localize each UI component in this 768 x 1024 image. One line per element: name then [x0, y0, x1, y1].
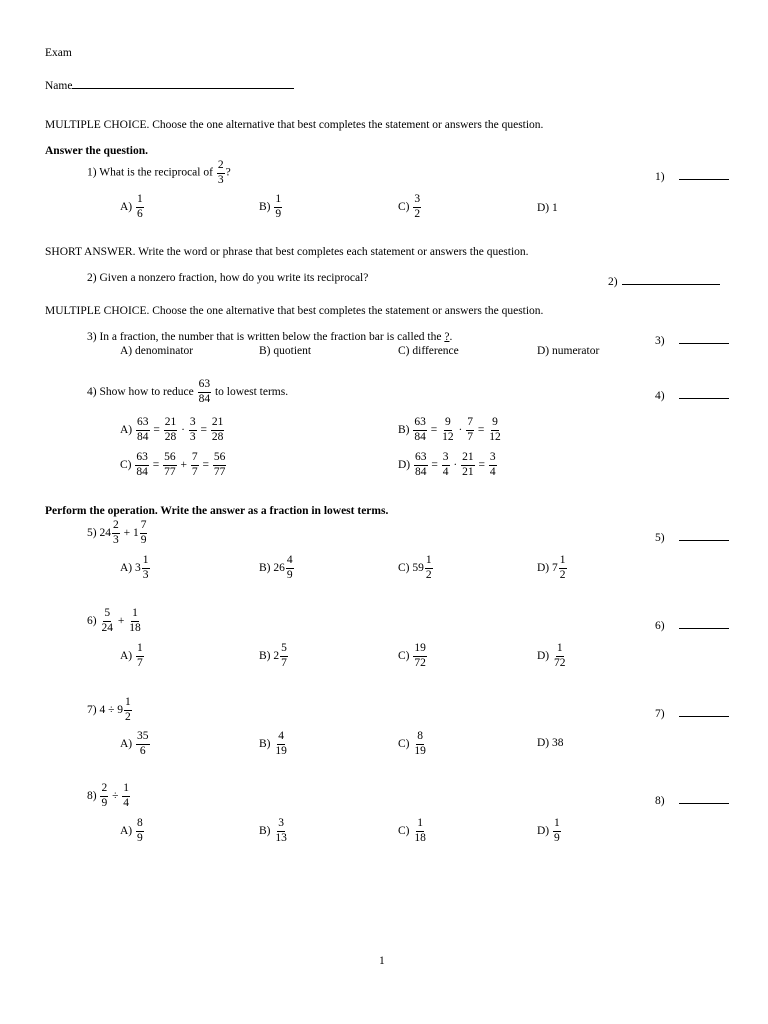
answer-slot-4[interactable]: 4) — [655, 386, 729, 402]
answer-blank[interactable] — [679, 386, 729, 399]
answer-slot-7[interactable]: 7) — [655, 704, 729, 720]
answer-slot-3[interactable]: 3) — [655, 331, 729, 347]
question-6: 6) $\frac{5}{24}$ + $\frac{1}{18}$ — [87, 607, 141, 634]
answer-blank[interactable] — [679, 616, 729, 629]
answer-blank[interactable] — [622, 272, 720, 285]
option-3c[interactable]: C) difference — [398, 345, 459, 357]
name-blank[interactable] — [72, 76, 294, 89]
answer-blank[interactable] — [679, 528, 729, 541]
question-4: 4) Show how to reduce $\frac{63}{84}$ to lowest terms. — [87, 378, 289, 405]
answer-blank[interactable] — [679, 331, 729, 344]
question-5: 5) 24 $\frac{2}{3}$ + 1 $\frac{7}{9}$ — [87, 519, 147, 546]
question-8: 8) $\frac{2}{9}$ ÷ $\frac{1}{4}$ — [87, 782, 130, 809]
option-8d[interactable]: D) $\frac{1}{9}$ — [537, 817, 560, 844]
option-8b[interactable]: B) $\frac{3}{13}$ — [259, 817, 287, 844]
option-1c[interactable]: C) $\frac{3}{2}$ — [398, 193, 421, 220]
section-short-answer: SHORT ANSWER. Write the word or phrase that best completes each statement or answers the question. — [45, 246, 529, 258]
option-7c[interactable]: C) $\frac{8}{19}$ — [398, 730, 426, 757]
section-mc-1: MULTIPLE CHOICE. Choose the one alternative that best completes the statement or answers the question. — [45, 119, 544, 131]
option-7a[interactable]: A) $\frac{35}{6}$ — [120, 730, 149, 757]
page-number: 1 — [379, 955, 385, 967]
option-6c[interactable]: C) $\frac{19}{72}$ — [398, 642, 426, 669]
option-6d[interactable]: D) $\frac{1}{72}$ — [537, 642, 566, 669]
option-8a[interactable]: A) $\frac{8}{9}$ — [120, 817, 143, 844]
answer-blank[interactable] — [679, 167, 729, 180]
option-8c[interactable]: C) $\frac{1}{18}$ — [398, 817, 426, 844]
option-1a[interactable]: A) $\frac{1}{6}$ — [120, 193, 143, 220]
answer-slot-6[interactable]: 6) — [655, 616, 729, 632]
option-4c[interactable]: C) $\frac{63}{84}$ = $\frac{56}{77}$ + $\frac{7}{7}$ = $\frac{56}{77}$ — [120, 451, 226, 478]
answer-blank[interactable] — [679, 791, 729, 804]
option-1d[interactable]: D) 1 — [537, 202, 558, 214]
section-perform-operation: Perform the operation. Write the answer as a fraction in lowest terms. — [45, 505, 389, 517]
name-field[interactable] — [45, 76, 294, 92]
option-4a[interactable]: A) $\frac{63}{84}$ = $\frac{21}{28}$ · $\frac{3}{3}$ = $\frac{21}{28}$ — [120, 416, 224, 443]
question-2: 2) Given a nonzero fraction, how do you write its reciprocal? — [87, 272, 369, 284]
question-3: 3) In a fraction, the number that is written below the fraction bar is called the ?. — [87, 331, 453, 343]
section-mc-2: MULTIPLE CHOICE. Choose the one alternative that best completes the statement or answers the question. — [45, 305, 544, 317]
blank-mark: ? — [444, 331, 450, 343]
option-5c[interactable]: C) 59 $\frac{1}{2}$ — [398, 554, 432, 581]
answer-slot-1[interactable]: 1) — [655, 167, 729, 183]
option-4d[interactable]: D) $\frac{63}{84}$ = $\frac{3}{4}$ · $\frac{21}{21}$ = $\frac{3}{4}$ — [398, 451, 496, 478]
option-3b[interactable]: B) quotient — [259, 345, 312, 357]
name-label: Name — [45, 80, 73, 92]
option-1b[interactable]: B) $\frac{1}{9}$ — [259, 193, 282, 220]
question-7: 7) 4 ÷ 9 $\frac{1}{2}$ — [87, 696, 131, 723]
option-6a[interactable]: A) $\frac{1}{7}$ — [120, 642, 143, 669]
option-3a[interactable]: A) denominator — [120, 345, 194, 357]
option-5a[interactable]: A) 3 $\frac{1}{3}$ — [120, 554, 149, 581]
exam-title: Exam — [45, 47, 72, 59]
option-5d[interactable]: D) 7 $\frac{1}{2}$ — [537, 554, 566, 581]
answer-slot-5[interactable]: 5) — [655, 528, 729, 544]
option-3d[interactable]: D) numerator — [537, 345, 600, 357]
section-answer-question: Answer the question. — [45, 145, 148, 157]
question-number: 1) — [87, 166, 97, 179]
answer-blank[interactable] — [679, 704, 729, 717]
answer-slot-2[interactable]: 2) — [608, 272, 720, 288]
question-1: 1) What is the reciprocal of $\frac{2}{3}$ ? — [87, 159, 231, 186]
question-text: What is the reciprocal of — [99, 166, 216, 179]
option-6b[interactable]: B) 2 $\frac{5}{7}$ — [259, 642, 287, 669]
option-7d[interactable]: D) 38 — [537, 737, 564, 749]
answer-slot-8[interactable]: 8) — [655, 791, 729, 807]
option-5b[interactable]: B) 26 $\frac{4}{9}$ — [259, 554, 293, 581]
option-7b[interactable]: B) $\frac{4}{19}$ — [259, 730, 287, 757]
option-4b[interactable]: B) $\frac{63}{84}$ = $\frac{9}{12}$ · $\frac{7}{7}$ = $\frac{9}{12}$ — [398, 416, 501, 443]
